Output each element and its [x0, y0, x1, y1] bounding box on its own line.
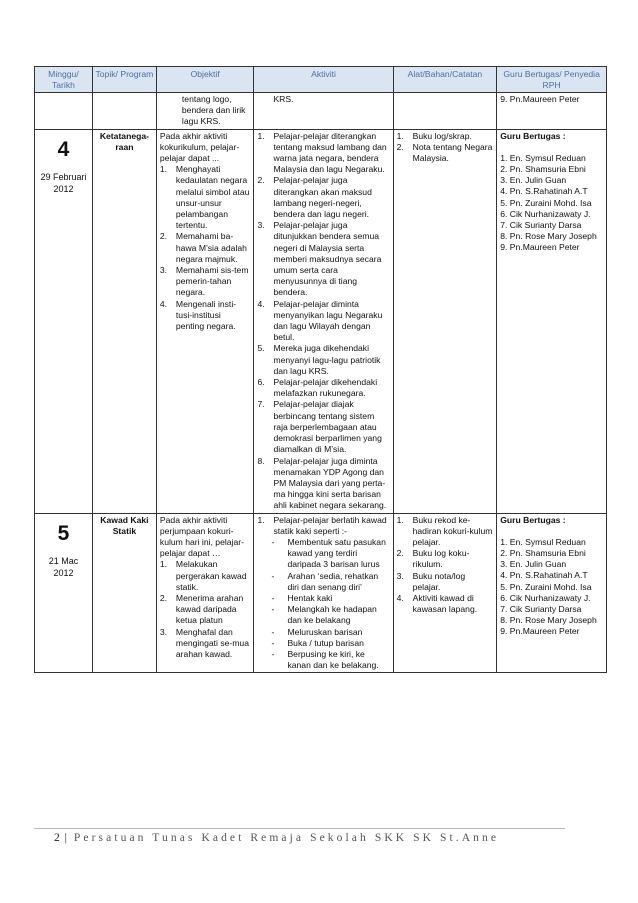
- list-item: 1. Buku rekod ke-hadiran kokuri-kulum pelajar.: [396, 514, 493, 547]
- teacher-heading: Guru Bertugas :: [500, 130, 566, 141]
- list-item: - Hentak kaki: [271, 592, 333, 603]
- table-header-row: [35, 67, 607, 93]
- carryover-row: [35, 93, 607, 130]
- footer-text: Persatuan Tunas Kadet Remaja Sekolah SKK SK St.Anne: [73, 832, 500, 844]
- list-item: 8. Pelajar-pelajar juga diminta menamakan YDP Agong dan PM Malaysia dari yang perta-ma hingga kini serta barisan ahli kabinet negara sekarang.: [257, 455, 387, 511]
- list-item: 2. Pelajar-pelajar juga diterangkan akan maksud lambang negeri-negeri, bendera dan lagu negeri.: [257, 175, 372, 220]
- list-item: 1. Buku log/skrap.: [396, 130, 472, 141]
- list-item: 4. Mengenali insti-tusi-institusi penting negara.: [159, 298, 237, 332]
- week-number: 5: [57, 521, 70, 545]
- objective-cell: Pada akhir aktiviti perjumpaan kokuri-kulum hari ini, pelajar-pelajar dapat … 1. Melakukan pergerakan kawad statik. 2. Menerima arahan kawad daripada ketua platun 3. Menghafal dan mengingati se-mua arahan kawad.: [156, 513, 254, 673]
- list-item: 3. Buku nota/log pelajar.: [396, 570, 466, 592]
- list-item: 2. Memahami ba-hawa M’sia adalah negara majmuk.: [159, 231, 247, 264]
- list-item: 6. Pelajar-pelajar dikehendaki melafazkan rukunegara.: [257, 377, 378, 399]
- footer-divider: [34, 828, 565, 829]
- rph-sheet: [34, 66, 607, 673]
- header-topic: Topik/ Program: [92, 67, 156, 93]
- teacher-cell: Guru Bertugas : 1. En. Symsul Reduan 2. Pn. Shamsuria Ebni 3. En. Julin Guan 4. Pn. S.Rahatinah A.T 5. Pn. Zuraini Mohd. Isa 6. Cik Nurhanizawaty J. 7. Cik Surianty Darsa 8. Pn. Rose Mary Joseph 9. Pn.Maureen Peter: [497, 129, 607, 513]
- page-footer: [54, 832, 499, 844]
- list-item: 1. Pelajar-pelajar diterangkan tentang maksud lambang dan warna jata negara, bendera Malaysia dan lagu Negaraku.: [257, 130, 387, 175]
- list-item: 3. Memahami sis-tem pemerin-tahan negara.: [159, 265, 249, 298]
- teacher-cell: Guru Bertugas : 1. En. Symsul Reduan 2. Pn. Shamsuria Ebni 3. En. Julin Guan 4. Pn. S.Rahatinah A.T 5. Pn. Zuraini Mohd. Isa 6. Cik Nurhanizawaty J. 7. Cik Surianty Darsa 8. Pn. Rose Mary Joseph 9. Pn.Maureen Peter: [497, 513, 607, 673]
- list-item: 1. Menghayati kedaulatan negara melalui simbol atau unsur-unsur pelambangan tertentu.: [159, 164, 250, 231]
- table-row-week-4: [35, 129, 607, 513]
- topic-title: Kawad Kaki Statik: [100, 514, 149, 536]
- list-item: 1. Pelajar-pelajar berlatih kawad statik kaki seperti :-: [257, 514, 387, 536]
- list-item: 7. Pelajar-pelajar diajak berbincang tentang sistem raja berperlembagaan atau demokrasi berparlimen yang diamalkan di M’sia.: [257, 399, 382, 455]
- header-week: Minggu/ Tarikh: [35, 67, 93, 93]
- tools-cell: [393, 129, 497, 513]
- week-date: 29 Februari 2012: [40, 171, 87, 194]
- carryover-objective: tentang logo, bendera dan lirik lagu KRS.: [156, 93, 254, 130]
- list-item: 4. Pelajar-pelajar diminta menyanyikan lagu Negaraku dan lagu Wilayah dengan betul.: [257, 298, 383, 343]
- tools-cell: [393, 513, 497, 673]
- carryover-activity: KRS.: [254, 93, 393, 130]
- activity-cell: [254, 129, 393, 513]
- list-item: 2. Buku log koku-rikulum.: [396, 548, 470, 570]
- objective-cell: Pada akhir aktiviti kokurikulum, pelajar-pelajar dapat ... 1. Menghayati kedaulatan negara melalui simbol atau unsur-unsur pelambangan tertentu. 2. Memahami ba-hawa M’sia adalah negara majmuk. 3. Memahami sis-tem pemerin-tahan negara. 4. Mengenali insti-tusi-institusi penting negara.: [156, 129, 254, 513]
- week-number: 4: [57, 137, 70, 161]
- topic-title: Ketatanega-raan: [99, 130, 149, 152]
- list-item: - Berpusing ke kiri, ke kanan dan ke belakang.: [271, 648, 379, 671]
- teacher-heading: Guru Bertugas :: [500, 514, 566, 525]
- header-objective: Objektif: [156, 67, 254, 93]
- carryover-teacher: 9. Pn.Maureen Peter: [497, 93, 607, 130]
- table-row-week-5: [35, 513, 607, 673]
- list-item: 3. Pelajar-pelajar juga ditunjukkan bendera semua negeri di Malaysia serta memberi maksudnya secara umum serta cara menyusunnya di tiang bendera.: [257, 220, 382, 298]
- page-number: 2 |: [54, 832, 68, 844]
- list-item: 4. Aktiviti kawad di kawasan lapang.: [396, 592, 478, 615]
- list-item: 1. Melakukan pergerakan kawad statik.: [159, 559, 247, 592]
- rph-table: [34, 66, 607, 673]
- list-item: 2. Nota tentang Negara Malaysia.: [396, 141, 493, 164]
- list-item: 2. Menerima arahan kawad daripada ketua platun: [159, 592, 244, 626]
- list-item: 5. Mereka juga dikehendaki menyanyi lagu-lagu patriotik dan lagu KRS.: [257, 343, 381, 376]
- header-tools: Alat/Bahan/Catatan: [393, 67, 497, 93]
- list-item: - Buka / tutup barisan: [271, 637, 364, 648]
- list-item: - Membentuk satu pasukan kawad yang terdiri daripada 3 barisan lurus: [271, 536, 386, 570]
- activity-cell: [254, 513, 393, 673]
- week-date: 21 Mac 2012: [48, 555, 79, 578]
- header-activity: Aktiviti: [254, 67, 393, 93]
- list-item: 3. Menghafal dan mengingati se-mua arahan kawad.: [159, 626, 249, 659]
- header-teacher: Guru Bertugas/ Penyedia RPH: [497, 67, 607, 93]
- list-item: - Meluruskan barisan: [271, 626, 363, 637]
- list-item: - Arahan ‘sedia, rehatkan diri dan senang diri’: [271, 570, 379, 592]
- list-item: - Melangkah ke hadapan dan ke belakang: [271, 604, 377, 626]
